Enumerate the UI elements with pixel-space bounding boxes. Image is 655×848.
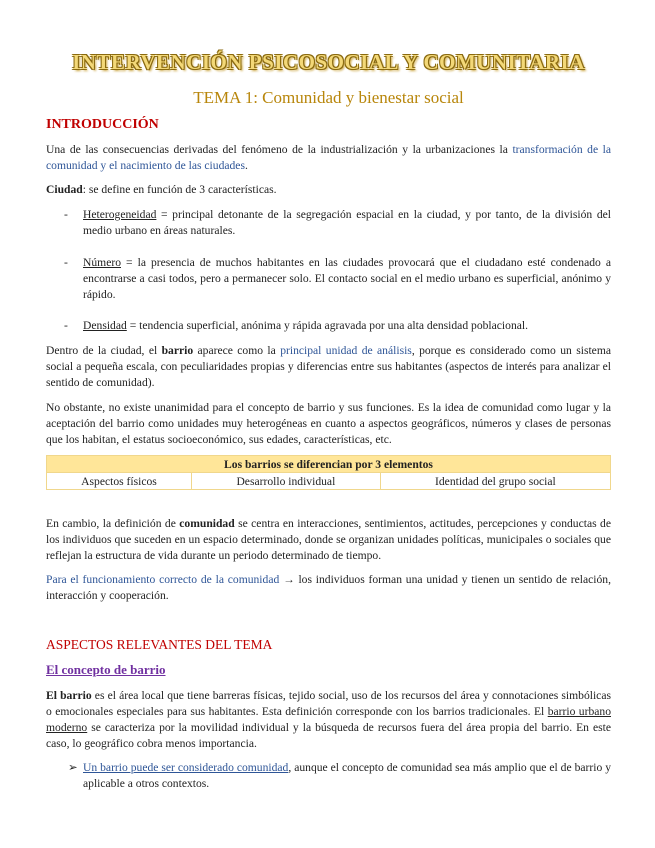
highlight-text: transformación de la comunidad y el nacimiento de las ciudades (46, 143, 611, 172)
paragraph-ciudad: Ciudad: se define en función de 3 características. (46, 183, 277, 196)
paragraph-1: Una de las consecuencias derivadas del fenómeno de la industrialización y la urbanizaciones la transformación de la comunidad y el nacimiento de las ciudades. (46, 143, 611, 172)
table-cell: Identidad del grupo social (380, 473, 610, 490)
arrow-bullet-icon: ➢ (68, 761, 78, 774)
concepto-heading: El concepto de barrio (46, 662, 166, 677)
barrios-table (46, 455, 611, 490)
table-cell: Aspectos físicos (47, 473, 192, 490)
subtitle: TEMA 1: Comunidad y bienestar social (193, 88, 464, 107)
main-title: INTERVENCIÓN PSICOSOCIAL Y COMUNITARIA (72, 50, 585, 74)
table-cell: Desarrollo individual (191, 473, 380, 490)
paragraph-el-barrio: El barrio es el área local que tiene barreras físicas, tejido social, uso de los recursos del área y connotaciones simbólicas o emocionales especiales para sus habitantes. Esta definición corresponde con los barrios tradicionales. El barrio urbano moderno se caracteriza por la movilidad individual y la búsqueda de recursos fuera del área propia del barrio. En este caso, lo geográfico cobra menos importancia. (46, 689, 611, 750)
table-header: Los barrios se diferencian por 3 elementos (47, 456, 611, 473)
paragraph-no-obstante: No obstante, no existe unanimidad para el concepto de barrio y sus funciones. Es la idea de comunidad como lugar y la aceptación del barrio como unidades muy heterogéneas en cuanto a aspectos geográficos, números y clases de personas que los habitan, el estatus socioeconómico, sus edades, características, etc. (46, 401, 611, 446)
paragraph-barrio: Dentro de la ciudad, el barrio aparece como la principal unidad de análisis, porque es considerado como un sistema social a pequeña escala, con peculiaridades propias y diferencias entre sus habitantes (aspectos de interés para analizar el sentido de comunidad). (46, 344, 611, 389)
paragraph-funcionamiento: Para el funcionamiento correcto de la comunidad → los individuos forman una unidad y tienen un sentido de relación, interacción y cooperación. (46, 573, 611, 602)
intro-heading: INTRODUCCIÓN (46, 117, 159, 132)
aspectos-heading: ASPECTOS RELEVANTES DEL TEMA (46, 637, 273, 652)
paragraph-comunidad: En cambio, la definición de comunidad se centra en interacciones, sentimientos, actitudes, percepciones y conductas de los individuos que suceden en un espacio determinado, donde se organizan unidades políticas, municipales o sociales que reflejan la estructura de vida durante un periodo determinado de tiempo. (46, 517, 611, 562)
